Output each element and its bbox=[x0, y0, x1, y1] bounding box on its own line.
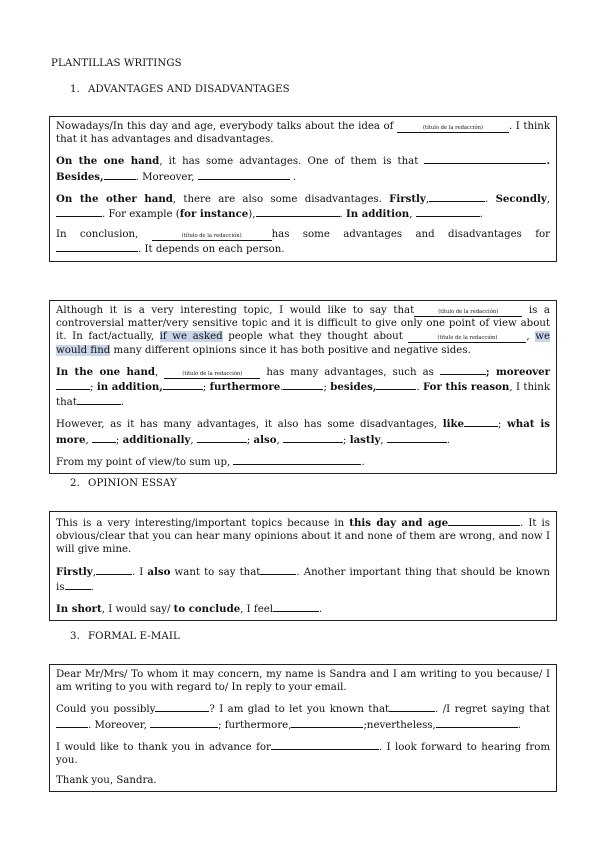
text: . bbox=[280, 382, 284, 394]
connector: in addition, bbox=[96, 381, 163, 394]
blank-field[interactable] bbox=[198, 169, 290, 180]
text: has some advantages and disadvantages for bbox=[271, 229, 550, 241]
paragraph-disadvantages bbox=[56, 191, 550, 221]
title-placeholder-blank[interactable]: (título de la redacción) bbox=[414, 308, 522, 317]
text: many different opinions since it has both positive and negative sides. bbox=[110, 344, 471, 356]
title-placeholder-blank[interactable]: (título de la redacción) bbox=[408, 334, 526, 343]
title-placeholder-blank[interactable]: (título de la redacción) bbox=[164, 370, 260, 379]
advantages-template-box bbox=[49, 116, 557, 262]
text: . bbox=[485, 193, 496, 205]
text: is a controversial matter/very sensitive topic and it is difficult to give only one point of view about it. In fact/actually, bbox=[56, 305, 550, 343]
text: . bbox=[479, 209, 483, 221]
connector: In addition bbox=[345, 208, 410, 221]
text: , bbox=[190, 434, 197, 446]
blank-field[interactable] bbox=[376, 379, 416, 390]
text: ;nevertheless, bbox=[363, 719, 436, 731]
text: . I think that it has advantages and disadvantages. bbox=[56, 121, 550, 146]
blank-field[interactable] bbox=[155, 701, 209, 712]
text: want to say that bbox=[170, 566, 261, 578]
connector: besides, bbox=[330, 381, 377, 394]
text: , bbox=[380, 434, 387, 446]
connector: what is more bbox=[56, 418, 551, 446]
text: , bbox=[92, 566, 96, 578]
formal-email-template-box bbox=[49, 664, 557, 792]
connector: Firstly bbox=[389, 192, 426, 205]
paragraph-thanks bbox=[56, 739, 550, 767]
title-placeholder-blank[interactable]: (título de la redacción) bbox=[397, 124, 509, 133]
text: . bbox=[361, 456, 365, 468]
text: . I look forward to hearing from you. bbox=[56, 741, 550, 767]
text: ; bbox=[115, 434, 120, 446]
paragraph-intro bbox=[56, 120, 550, 146]
section-number: 1. bbox=[70, 84, 80, 95]
connector: also bbox=[147, 565, 171, 578]
text: This is a very interesting/important topics because in bbox=[56, 518, 350, 529]
text: , there are also some disadvantages. bbox=[172, 193, 390, 205]
blank-field[interactable] bbox=[56, 379, 90, 390]
text: , I feel bbox=[240, 604, 274, 616]
text: . bbox=[446, 434, 451, 446]
text: . bbox=[517, 719, 522, 731]
text: , bbox=[409, 209, 416, 221]
connector: Secondly bbox=[495, 192, 547, 205]
text: In conclusion, bbox=[56, 229, 152, 241]
highlighted-phrase: if we asked bbox=[159, 331, 223, 343]
text: . It depends on each person. bbox=[138, 244, 285, 256]
title-placeholder-blank[interactable]: (título de la redacción) bbox=[152, 232, 272, 241]
connector: additionally bbox=[122, 433, 191, 446]
paragraph-intro bbox=[56, 304, 550, 357]
text: . Another important thing that should be known is bbox=[56, 566, 550, 593]
text: , bbox=[155, 366, 165, 378]
connector: On the other hand bbox=[56, 192, 173, 205]
highlighted-phrase: we would find bbox=[56, 331, 550, 356]
blank-field[interactable] bbox=[104, 169, 136, 180]
connector: lastly bbox=[349, 433, 381, 446]
connector: ; moreover bbox=[485, 365, 551, 378]
connector: to conclude bbox=[173, 603, 241, 616]
controversial-topic-template-box bbox=[49, 300, 557, 474]
text: has many advantages, such as bbox=[260, 366, 440, 378]
text: Nowadays/In this day and age, everybody talks about the idea of bbox=[56, 121, 397, 132]
blank-field[interactable] bbox=[56, 717, 88, 728]
text: . bbox=[339, 209, 346, 221]
paragraph-conclusion bbox=[56, 601, 550, 616]
section-title: ADVANTAGES AND DISADVANTAGES bbox=[88, 84, 290, 95]
blank-field[interactable] bbox=[77, 394, 121, 405]
blank-field[interactable] bbox=[56, 241, 138, 252]
paragraph-signoff: Thank you, Sandra. bbox=[56, 775, 157, 787]
blank-field[interactable] bbox=[283, 379, 323, 390]
blank-field[interactable] bbox=[56, 206, 102, 217]
text: . /I regret saying that bbox=[435, 704, 550, 716]
text: ; bbox=[323, 382, 331, 394]
text: . bbox=[416, 382, 423, 394]
connector: for instance bbox=[179, 208, 249, 221]
paragraph-greeting: Dear Mr/Mrs/ To whom it may concern, my name is Sandra and I am writing to you because/ I am writing to you with regard to/ In reply to your email. bbox=[56, 669, 550, 694]
text: , bbox=[546, 193, 550, 205]
blank-field[interactable] bbox=[150, 717, 218, 728]
connector: like bbox=[442, 418, 465, 431]
text: ? I am glad to let you known that bbox=[209, 704, 390, 716]
blank-field[interactable] bbox=[387, 432, 447, 443]
text: , bbox=[276, 434, 284, 446]
text: ; bbox=[90, 382, 94, 394]
blank-field[interactable] bbox=[163, 379, 203, 390]
blank-field[interactable] bbox=[416, 206, 480, 217]
text: ), bbox=[248, 209, 256, 221]
text: ; bbox=[343, 434, 350, 446]
text: , it has some advantages. One of them is that bbox=[159, 156, 425, 168]
section-title: OPINION ESSAY bbox=[88, 478, 177, 489]
text: , bbox=[425, 193, 430, 205]
blank-field[interactable] bbox=[65, 579, 91, 590]
text: From my point of view/to sum up, bbox=[56, 456, 234, 468]
connector: furthermore bbox=[209, 381, 281, 394]
paragraph-conclusion bbox=[56, 454, 550, 469]
text: ; bbox=[246, 434, 254, 446]
text: However, as it has many advantages, it also has some disadvantages, bbox=[56, 419, 443, 431]
blank-field[interactable] bbox=[429, 191, 485, 202]
blank-field[interactable] bbox=[464, 416, 498, 427]
text: , I think that bbox=[56, 382, 550, 409]
paragraph-body bbox=[56, 701, 550, 731]
blank-field[interactable] bbox=[260, 564, 296, 575]
text: I would like to thank you in advance for bbox=[56, 741, 271, 753]
section-title: FORMAL E-MAIL bbox=[88, 631, 180, 642]
paragraph-intro bbox=[56, 515, 550, 557]
text: people what they thought about bbox=[222, 331, 409, 343]
blank-field[interactable] bbox=[389, 701, 435, 712]
blank-field[interactable] bbox=[271, 739, 379, 750]
connector: For this reason bbox=[423, 381, 510, 394]
connector: Firstly bbox=[56, 565, 93, 578]
text: ; bbox=[498, 419, 508, 431]
text: , bbox=[85, 434, 92, 446]
text: ; furthermore, bbox=[218, 719, 292, 731]
text: . bbox=[289, 171, 297, 183]
blank-field[interactable] bbox=[233, 454, 361, 465]
blank-field[interactable] bbox=[440, 364, 486, 375]
text: ; bbox=[202, 382, 210, 394]
section-number: 3. bbox=[70, 631, 80, 642]
text: . bbox=[90, 581, 94, 593]
connector: also bbox=[253, 433, 277, 446]
section-heading-advantages bbox=[70, 83, 290, 96]
blank-field[interactable] bbox=[96, 564, 132, 575]
connector: this day and age bbox=[349, 517, 449, 529]
blank-field[interactable] bbox=[92, 432, 116, 443]
section-heading-formal-email bbox=[70, 630, 180, 643]
paragraph-disadvantages bbox=[56, 416, 550, 446]
text: Although it is a very interesting topic, I would like to say that bbox=[56, 305, 415, 316]
document-title: PLANTILLAS WRITINGS bbox=[51, 58, 182, 69]
text: . Moreover, bbox=[135, 171, 198, 183]
blank-field[interactable] bbox=[273, 601, 319, 612]
paragraph-advantages bbox=[56, 364, 550, 410]
text: . bbox=[120, 397, 125, 409]
blank-field[interactable] bbox=[436, 717, 518, 728]
paragraph-body bbox=[56, 564, 550, 594]
connector: In short bbox=[56, 603, 102, 616]
text: , bbox=[526, 331, 536, 343]
blank-field[interactable] bbox=[448, 515, 520, 526]
blank-field[interactable] bbox=[291, 717, 363, 728]
blank-field[interactable] bbox=[424, 153, 546, 164]
text: . bbox=[319, 604, 323, 616]
connector: On the one hand bbox=[56, 155, 160, 168]
text: Could you possibly bbox=[56, 704, 156, 716]
section-number: 2. bbox=[70, 478, 80, 489]
text: , I would say/ bbox=[101, 604, 174, 616]
text: . For example ( bbox=[102, 209, 180, 221]
connector: In the one hand bbox=[56, 365, 156, 378]
text: . Moreover, bbox=[88, 719, 151, 731]
paragraph-conclusion bbox=[56, 228, 550, 256]
text: . I bbox=[131, 566, 148, 578]
opinion-essay-template-box bbox=[49, 511, 557, 621]
blank-field[interactable] bbox=[197, 432, 247, 443]
text: . It is obvious/clear that you can hear many opinions about it and none of them are wrong, and now I will give mine. bbox=[56, 518, 550, 556]
blank-field[interactable] bbox=[283, 432, 343, 443]
section-heading-opinion-essay bbox=[70, 477, 177, 490]
blank-field[interactable] bbox=[256, 206, 340, 217]
paragraph-advantages bbox=[56, 153, 550, 183]
connector: . Besides, bbox=[56, 155, 550, 183]
